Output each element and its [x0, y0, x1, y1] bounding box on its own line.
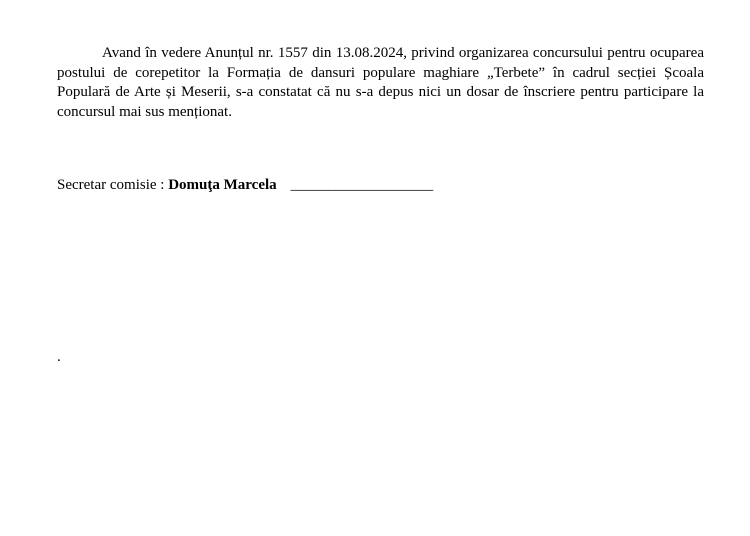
- signature-role-label: Secretar comisie :: [57, 177, 169, 193]
- signature-line: [57, 176, 433, 195]
- signature-blank-line: ___________________: [290, 177, 434, 193]
- trailing-dot: .: [57, 349, 61, 365]
- signature-name: Domuţa Marcela: [168, 177, 277, 193]
- body-paragraph: Avand în vedere Anunțul nr. 1557 din 13.08.2024, privind organizarea concursului pentru ocuparea postului de corepetitor la Formația de dansuri populare maghiare „Terbete” în cadrul secției Școala Populară de Arte și Meserii, s-a constatat că nu s-a depus nici un dosar de înscriere pentru participare la concursul mai sus menționat.: [57, 45, 704, 120]
